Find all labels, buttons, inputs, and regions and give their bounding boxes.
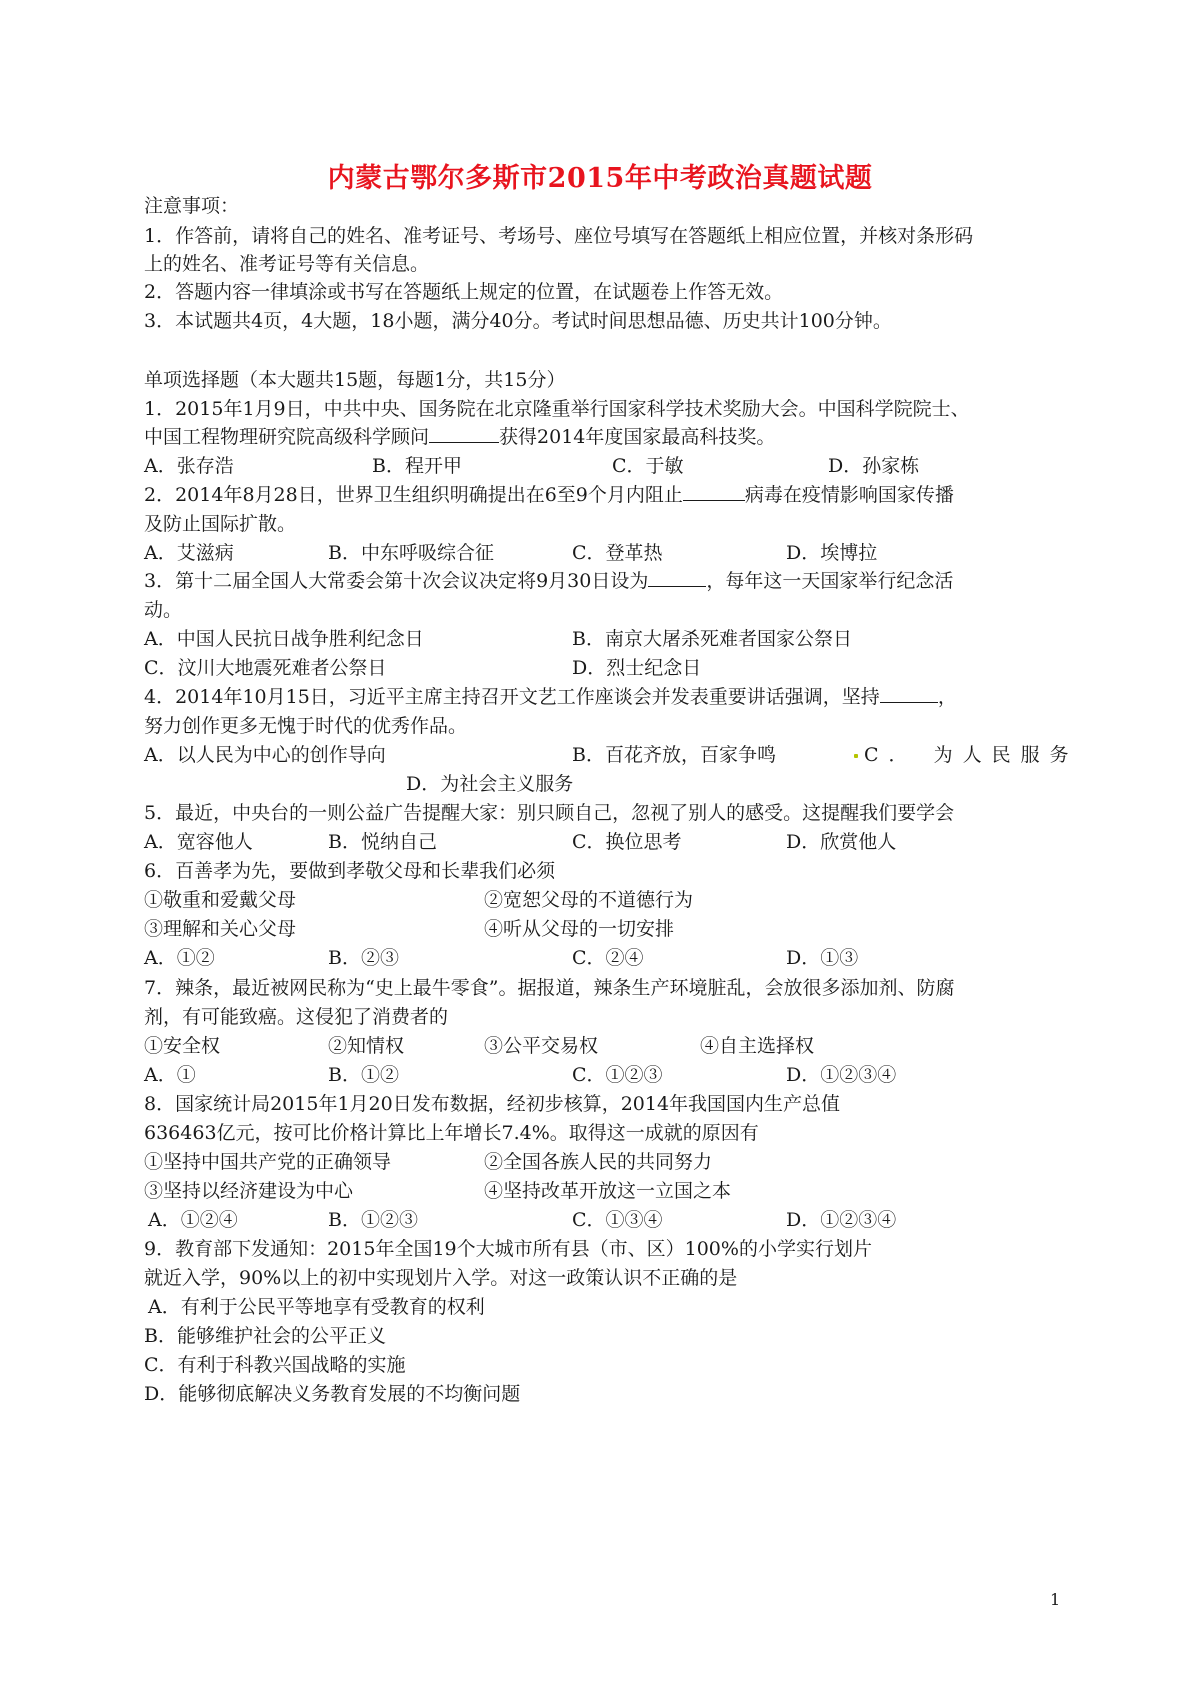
q7-item-2: ②知情权 bbox=[328, 1035, 405, 1057]
q1-stem-part-b: 获得2014年度国家最高科技奖。 bbox=[499, 426, 776, 448]
q3-option-d: D．烈士纪念日 bbox=[572, 657, 702, 679]
q5-options bbox=[144, 828, 1064, 856]
q1-stem-part-a: 中国工程物理研究院高级科学顾问 bbox=[144, 426, 430, 448]
q6-option-b: B．②③ bbox=[328, 947, 399, 969]
note-1-line-1: 1．作答前，请将自己的姓名、准考证号、考场号、座位号填写在答题纸上相应位置，并核对条形码 bbox=[144, 225, 974, 247]
section-heading: 单项选择题（本大题共15题，每题1分，共15分） bbox=[144, 369, 566, 391]
q8-items-row-1 bbox=[144, 1148, 1064, 1176]
q7-items bbox=[144, 1032, 1064, 1060]
q5-option-b: B．悦纳自己 bbox=[328, 831, 437, 853]
q3-option-c: C．汶川大地震死难者公祭日 bbox=[144, 657, 387, 679]
q2-option-a: A．艾滋病 bbox=[144, 542, 234, 564]
q6-option-d: D．①③ bbox=[786, 947, 859, 969]
q1-option-b: B．程开甲 bbox=[372, 455, 462, 477]
q1-option-a: A．张存浩 bbox=[144, 455, 234, 477]
q7-item-3: ③公平交易权 bbox=[484, 1035, 599, 1057]
q3-option-b: B．南京大屠杀死难者国家公祭日 bbox=[572, 628, 852, 650]
q2-option-d: D．埃博拉 bbox=[786, 542, 878, 564]
q4-stem-part-a: 4．2014年10月15日，习近平主席主持召开文艺工作座谈会并发表重要讲话强调，坚持 bbox=[144, 686, 880, 708]
q6-option-c: C．②④ bbox=[572, 947, 644, 969]
q8-item-2: ②全国各族人民的共同努力 bbox=[484, 1151, 713, 1173]
q5-option-c: C．换位思考 bbox=[572, 831, 682, 853]
q1-option-d: D．孙家栋 bbox=[828, 455, 920, 477]
q6-items-row-2 bbox=[144, 915, 1064, 943]
q4-stem-part-b: ， bbox=[937, 686, 957, 708]
q6-stem: 6．百善孝为先，要做到孝敬父母和长辈我们必须 bbox=[144, 860, 556, 882]
q7-option-d: D．①②③④ bbox=[786, 1064, 897, 1086]
q8-stem-line-2: 636463亿元，按可比价格计算比上年增长7.4%。取得这一成就的原因有 bbox=[144, 1122, 759, 1144]
q9-stem-line-1: 9．教育部下发通知：2015年全国19个大城市所有县（市、区）100%的小学实行划片 bbox=[144, 1238, 872, 1260]
q2-option-b: B．中东呼吸综合征 bbox=[328, 542, 494, 564]
q6-item-1: ①敬重和爱戴父母 bbox=[144, 889, 297, 911]
q7-option-c: C．①②③ bbox=[572, 1064, 663, 1086]
q2-option-c: C．登革热 bbox=[572, 542, 663, 564]
q1-options bbox=[144, 452, 1064, 480]
q2-stem-line-2: 及防止国际扩散。 bbox=[144, 513, 297, 535]
q8-item-1: ①坚持中国共产党的正确领导 bbox=[144, 1151, 392, 1173]
q3-options-row-1 bbox=[144, 625, 1064, 653]
note-3: 3．本试题共4页，4大题，18小题，满分40分。考试时间思想品德、历史共计100分钟。 bbox=[144, 310, 892, 332]
note-1-line-2: 上的姓名、准考证号等有关信息。 bbox=[144, 253, 430, 275]
stray-mark bbox=[854, 754, 858, 758]
q3-option-a: A．中国人民抗日战争胜利纪念日 bbox=[144, 628, 424, 650]
note-2: 2．答题内容一律填涂或书写在答题纸上规定的位置，在试题卷上作答无效。 bbox=[144, 281, 784, 303]
q5-option-d: D．欣赏他人 bbox=[786, 831, 897, 853]
q4-options-row-2 bbox=[144, 770, 1064, 798]
q7-item-4: ④自主选择权 bbox=[700, 1035, 815, 1057]
q5-stem: 5．最近，中央台的一则公益广告提醒大家：别只顾自己，忽视了别人的感受。这提醒我们要学会 bbox=[144, 802, 955, 824]
q7-item-1: ①安全权 bbox=[144, 1035, 221, 1057]
notes-heading: 注意事项： bbox=[144, 195, 240, 217]
q5-option-a: A．宽容他人 bbox=[144, 831, 253, 853]
q3-stem-part-a: 3．第十二届全国人大常委会第十次会议决定将9月30日设为 bbox=[144, 570, 649, 592]
q3-stem-line-2: 动。 bbox=[144, 599, 183, 621]
q1-stem-line-1: 1．2015年1月9日，中共中央、国务院在北京隆重举行国家科学技术奖励大会。中国科学院院士、 bbox=[144, 398, 970, 420]
q4-option-c: C． 为人民服务 bbox=[848, 741, 1079, 769]
q7-stem-line-1: 7．辣条，最近被网民称为“史上最牛零食”。据报道，辣条生产环境脏乱，会放很多添加剂、防腐 bbox=[144, 977, 955, 999]
q2-answer-blank bbox=[683, 482, 745, 501]
q6-item-4: ④听从父母的一切安排 bbox=[484, 918, 675, 940]
q9-option-c: C．有利于科教兴国战略的实施 bbox=[144, 1354, 406, 1376]
q8-options bbox=[144, 1206, 1064, 1234]
q8-option-c: C．①③④ bbox=[572, 1209, 663, 1231]
q4-answer-blank bbox=[880, 684, 938, 703]
q3-options-row-2 bbox=[144, 654, 1064, 682]
q1-option-c: C．于敏 bbox=[612, 455, 684, 477]
q8-items-row-2 bbox=[144, 1177, 1064, 1205]
q7-options bbox=[144, 1061, 1064, 1089]
page-title: 内蒙古鄂尔多斯市2015年中考政治真题试题 bbox=[327, 163, 873, 194]
q4-stem-line-1 bbox=[144, 683, 1064, 711]
q4-option-a: A．以人民为中心的创作导向 bbox=[144, 744, 386, 766]
q9-stem-line-2: 就近入学，90%以上的初中实现划片入学。对这一政策认识不正确的是 bbox=[144, 1267, 738, 1289]
q8-option-a: A．①②④ bbox=[148, 1209, 238, 1231]
q6-option-a: A．①② bbox=[144, 947, 215, 969]
q6-options bbox=[144, 944, 1064, 972]
q4-option-d: D．为社会主义服务 bbox=[406, 773, 574, 795]
q4-options-row-1 bbox=[144, 741, 1079, 769]
q8-option-d: D．①②③④ bbox=[786, 1209, 897, 1231]
q9-option-d: D．能够彻底解决义务教育发展的不均衡问题 bbox=[144, 1383, 521, 1405]
q2-stem-part-b: 病毒在疫情影响国家传播 bbox=[744, 484, 954, 506]
q2-stem-line-1 bbox=[144, 481, 1064, 509]
q6-item-2: ②宽恕父母的不道德行为 bbox=[484, 889, 694, 911]
q1-answer-blank bbox=[429, 424, 499, 443]
q1-stem-line-2 bbox=[144, 423, 1064, 451]
q4-option-b: B．百花齐放，百家争鸣 bbox=[572, 744, 776, 766]
q2-stem-part-a: 2．2014年8月28日，世界卫生组织明确提出在6至9个月内阻止 bbox=[144, 484, 683, 506]
q8-item-4: ④坚持改革开放这一立国之本 bbox=[484, 1180, 732, 1202]
q8-option-b: B．①②③ bbox=[328, 1209, 418, 1231]
q4-stem-line-2: 努力创作更多无愧于时代的优秀作品。 bbox=[144, 715, 468, 737]
q8-stem-line-1: 8．国家统计局2015年1月20日发布数据，经初步核算，2014年我国国内生产总值 bbox=[144, 1093, 841, 1115]
q9-option-a: A．有利于公民平等地享有受教育的权利 bbox=[148, 1296, 485, 1318]
q6-item-3: ③理解和关心父母 bbox=[144, 918, 297, 940]
q9-option-b: B．能够维护社会的公平正义 bbox=[144, 1325, 386, 1347]
q3-stem-line-1 bbox=[144, 567, 1064, 595]
page-number: 1 bbox=[1050, 1590, 1061, 1609]
q8-item-3: ③坚持以经济建设为中心 bbox=[144, 1180, 354, 1202]
q7-option-b: B．①② bbox=[328, 1064, 399, 1086]
q7-option-a: A．① bbox=[144, 1064, 196, 1086]
q7-stem-line-2: 剂，有可能致癌。这侵犯了消费者的 bbox=[144, 1006, 449, 1028]
q3-stem-part-b: ，每年这一天国家举行纪念活 bbox=[706, 570, 954, 592]
q3-answer-blank bbox=[648, 568, 706, 587]
q2-options bbox=[144, 539, 1064, 567]
q6-items-row-1 bbox=[144, 886, 1064, 914]
